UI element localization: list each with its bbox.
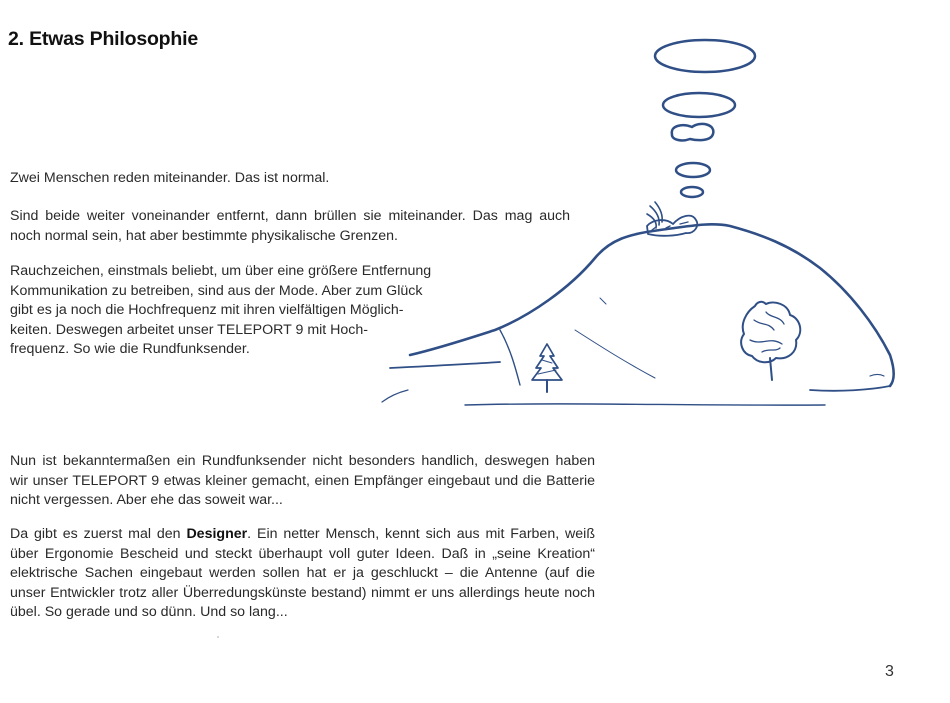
paragraph-line: frequenz. So wie die Rundfunksender. bbox=[10, 341, 250, 358]
paragraph-line: gibt es ja noch die Hochfrequenz mit ihren vielfältigen Möglich- bbox=[10, 302, 404, 319]
paragraph-intro: Zwei Menschen reden miteinander. Das ist normal. bbox=[10, 170, 330, 186]
paragraph-line: Kommunikation zu betreiben, sind aus der Mode. Aber zum Glück bbox=[10, 282, 423, 299]
smoke-signal-hill-illustration bbox=[370, 30, 910, 415]
designer-term: Designer bbox=[186, 526, 248, 542]
paragraph-line: Rauchzeichen, einstmals beliebt, um über eine größere Entfernung bbox=[10, 263, 432, 279]
scan-speck bbox=[217, 636, 219, 638]
text-run: . Ein netter Mensch, kennt sich aus mit Farben, weiß über Ergonomie Bescheid und steckt überhaupt voll guter Ideen. Daß in „seine Kreation“ elektrische Sachen eingebaut werden sollen hat er ja geschluckt – die Antenne (auf die unser Entwickler trotz aller Überredungskünste bestand) nimmt er uns allerdings heute noch übel. So gerade und so dünn. Und so lang... bbox=[10, 526, 595, 621]
paragraph-broadcast: Nun ist bekanntermaßen ein Rundfunksender nicht besonders handlich, deswegen haben wir unser TELEPORT 9 etwas kleiner gemacht, einen Empfänger eingebaut und die Batterie nicht vergessen. Aber ehe das soweit war... bbox=[10, 453, 595, 509]
paragraph-line: keiten. Deswegen arbeitet unser TELEPORT 9 mit Hoch- bbox=[10, 321, 369, 338]
section-heading: 2. Etwas Philosophie bbox=[8, 28, 198, 50]
paragraph-distance: Sind beide weiter voneinander entfernt, dann brüllen sie miteinander. Das mag auch noch normal sein, hat aber bestimmte physikalische Grenzen. bbox=[10, 208, 570, 244]
paragraph-designer bbox=[10, 525, 595, 623]
text-run: Da gibt es zuerst mal den bbox=[10, 526, 187, 542]
page-number: 3 bbox=[885, 663, 894, 680]
